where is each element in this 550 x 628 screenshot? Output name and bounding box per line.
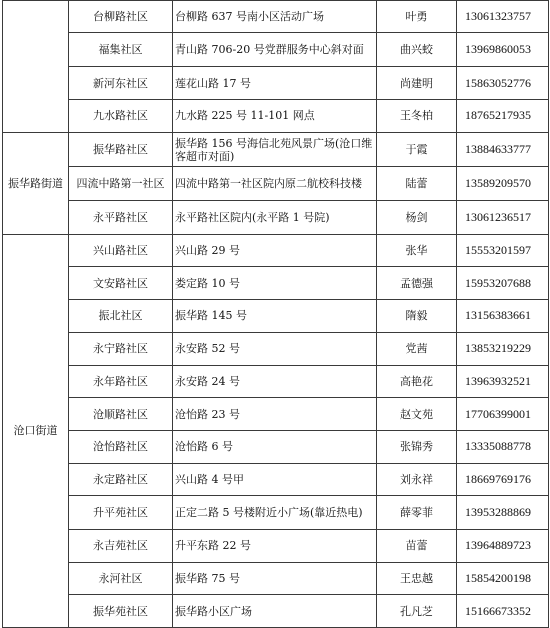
community-cell: 文安路社区 [69,267,173,300]
table-row [3,430,549,463]
street-cell: 振华路街道 [3,132,69,234]
location-cell: 九水路 225 号 11-101 网点 [173,100,377,133]
phone-cell: 13335088778 [457,430,549,463]
table-row [3,201,549,235]
phone-cell: 15953207688 [457,267,549,300]
location-cell: 永安路 52 号 [173,332,377,365]
community-cell: 兴山路社区 [69,234,173,267]
phone-cell: 13953288869 [457,496,549,530]
table-row [3,1,549,33]
phone-cell: 15166673352 [457,595,549,628]
community-cell: 升平苑社区 [69,496,173,530]
table-row [3,100,549,133]
community-cell: 四流中路第一社区 [69,167,173,201]
table-row [3,332,549,365]
table-row [3,562,549,595]
table-row [3,496,549,530]
contact-cell: 于霞 [377,132,457,167]
community-cell: 福集社区 [69,32,173,67]
location-cell: 振华路 145 号 [173,300,377,333]
street-cell [3,1,69,133]
community-sites-table [2,0,549,628]
phone-cell: 15553201597 [457,234,549,267]
table-row [3,595,549,628]
community-cell: 振华路社区 [69,132,173,167]
phone-cell: 13589209570 [457,167,549,201]
location-cell: 升平东路 22 号 [173,529,377,562]
contact-cell: 张锦秀 [377,430,457,463]
phone-cell: 13884633777 [457,132,549,167]
location-cell: 振华路 75 号 [173,562,377,595]
phone-cell: 13963932521 [457,365,549,398]
contact-cell: 杨剑 [377,201,457,235]
community-cell: 永定路社区 [69,463,173,496]
table-row [3,398,549,431]
location-cell: 振华路小区广场 [173,595,377,628]
contact-cell: 张华 [377,234,457,267]
contact-cell: 刘永祥 [377,463,457,496]
location-cell: 沧怡路 23 号 [173,398,377,431]
phone-cell: 15863052776 [457,67,549,100]
contact-cell: 苗蕾 [377,529,457,562]
community-cell: 永吉苑社区 [69,529,173,562]
phone-cell: 13061236517 [457,201,549,235]
phone-cell: 15854200198 [457,562,549,595]
location-cell: 沧怡路 6 号 [173,430,377,463]
community-cell: 振华苑社区 [69,595,173,628]
contact-cell: 曲兴蛟 [377,32,457,67]
phone-cell: 18669769176 [457,463,549,496]
contact-cell: 党茜 [377,332,457,365]
community-cell: 九水路社区 [69,100,173,133]
community-cell: 沧顺路社区 [69,398,173,431]
contact-cell: 陆蕾 [377,167,457,201]
location-cell: 永平路社区院内(永平路 1 号院) [173,201,377,235]
table-row [3,32,549,67]
table-row [3,267,549,300]
table-row [3,463,549,496]
table-row [3,529,549,562]
phone-cell: 13061323757 [457,1,549,33]
phone-cell: 13853219229 [457,332,549,365]
contact-cell: 高艳花 [377,365,457,398]
community-cell: 台柳路社区 [69,1,173,33]
community-cell: 永宁路社区 [69,332,173,365]
community-cell: 沧怡路社区 [69,430,173,463]
location-cell: 青山路 706-20 号党群服务中心斜对面 [173,32,377,67]
table-row [3,67,549,100]
location-cell: 振华路 156 号海信北苑风景广场(沧口维客超市对面) [173,132,377,167]
phone-cell: 13969860053 [457,32,549,67]
location-cell: 台柳路 637 号南小区活动广场 [173,1,377,33]
contact-cell: 赵文苑 [377,398,457,431]
contact-cell: 尚建明 [377,67,457,100]
community-cell: 振北社区 [69,300,173,333]
table-row [3,167,549,201]
table-row [3,365,549,398]
table-body [3,1,549,628]
table-row [3,132,549,167]
contact-cell: 王冬柏 [377,100,457,133]
phone-cell: 17706399001 [457,398,549,431]
location-cell: 四流中路第一社区院内原二航校科技楼 [173,167,377,201]
contact-cell: 王忠越 [377,562,457,595]
contact-cell: 薛零菲 [377,496,457,530]
location-cell: 永安路 24 号 [173,365,377,398]
community-cell: 永河社区 [69,562,173,595]
location-cell: 正定二路 5 号楼附近小广场(靠近热电) [173,496,377,530]
phone-cell: 18765217935 [457,100,549,133]
phone-cell: 13964889723 [457,529,549,562]
community-cell: 永平路社区 [69,201,173,235]
street-cell: 沧口街道 [3,234,69,627]
table-row [3,300,549,333]
location-cell: 莲花山路 17 号 [173,67,377,100]
location-cell: 兴山路 4 号甲 [173,463,377,496]
community-cell: 永年路社区 [69,365,173,398]
contact-cell: 孟德强 [377,267,457,300]
table-row [3,234,549,267]
contact-cell: 隋毅 [377,300,457,333]
community-cell: 新河东社区 [69,67,173,100]
contact-cell: 孔凡芝 [377,595,457,628]
location-cell: 娄定路 10 号 [173,267,377,300]
contact-cell: 叶勇 [377,1,457,33]
location-cell: 兴山路 29 号 [173,234,377,267]
phone-cell: 13156383661 [457,300,549,333]
